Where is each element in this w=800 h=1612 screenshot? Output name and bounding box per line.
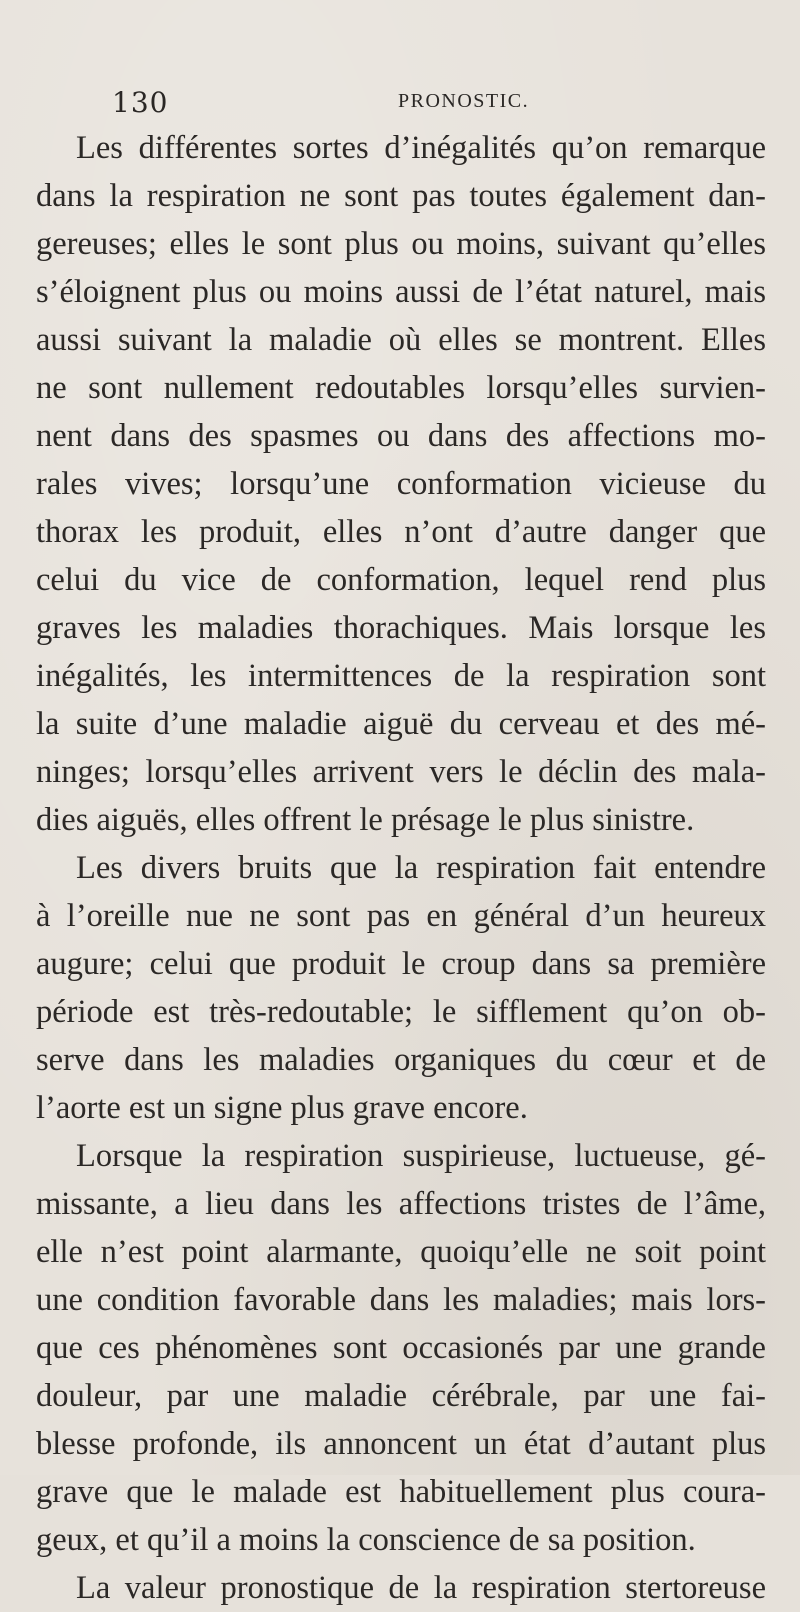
text-line: ne sont nullement redoutables lorsqu’elles survien- [36, 370, 766, 406]
text-line: dies aiguës, elles offrent le présage le plus sinistre. [36, 802, 695, 838]
text-line: grave que le malade est habituellement plus coura- [36, 1474, 766, 1510]
text-line: augure; celui que produit le croup dans sa première [36, 946, 766, 982]
text-line: une condition favorable dans les maladies; mais lors- [36, 1282, 766, 1318]
text-line: graves les maladies thorachiques. Mais lorsque les [36, 610, 766, 646]
text-line: que ces phénomènes sont occasionés par une grande [36, 1330, 766, 1366]
text-line: blesse profonde, ils annoncent un état d’autant plus [36, 1426, 766, 1462]
text-line: l’aorte est un signe plus grave encore. [36, 1090, 528, 1126]
text-line: nent dans des spasmes ou dans des affections mo- [36, 418, 766, 454]
text-line: gereuses; elles le sont plus ou moins, suivant qu’elles [36, 226, 766, 262]
page-number: 130 [112, 86, 169, 119]
text-line: dans la respiration ne sont pas toutes également dan- [36, 178, 766, 214]
text-line: serve dans les maladies organiques du cœur et de [36, 1042, 766, 1078]
text-line: période est très-redoutable; le sifflement qu’on ob- [36, 994, 766, 1030]
text-line: Lorsque la respiration suspirieuse, luctueuse, gé- [76, 1138, 766, 1174]
text-line: s’éloignent plus ou moins aussi de l’état naturel, mais [36, 274, 766, 310]
running-head: PRONOSTIC. [398, 90, 530, 112]
text-line: ninges; lorsqu’elles arrivent vers le déclin des mala- [36, 754, 766, 790]
text-line: aussi suivant la maladie où elles se montrent. Elles [36, 322, 766, 358]
text-line: elle n’est point alarmante, quoiqu’elle ne soit point [36, 1234, 766, 1270]
text-line: la suite d’une maladie aiguë du cerveau et des mé- [36, 706, 766, 742]
text-line: celui du vice de conformation, lequel rend plus [36, 562, 766, 598]
text-line: missante, a lieu dans les affections tristes de l’âme, [36, 1186, 766, 1222]
text-line: geux, et qu’il a moins la conscience de sa position. [36, 1522, 696, 1558]
text-line: Les divers bruits que la respiration fait entendre [76, 850, 766, 886]
body-text [36, 124, 766, 1612]
text-line: La valeur pronostique de la respiration stertoreuse [76, 1570, 766, 1606]
text-line: thorax les produit, elles n’ont d’autre danger que [36, 514, 766, 550]
text-line: à l’oreille nue ne sont pas en général d’un heureux [36, 898, 766, 934]
text-line: Les différentes sortes d’inégalités qu’on remarque [76, 130, 766, 166]
text-line: inégalités, les intermittences de la respiration sont [36, 658, 766, 694]
page-header [112, 86, 672, 122]
text-line: rales vives; lorsqu’une conformation vicieuse du [36, 466, 766, 502]
text-line: douleur, par une maladie cérébrale, par une fai- [36, 1378, 766, 1414]
